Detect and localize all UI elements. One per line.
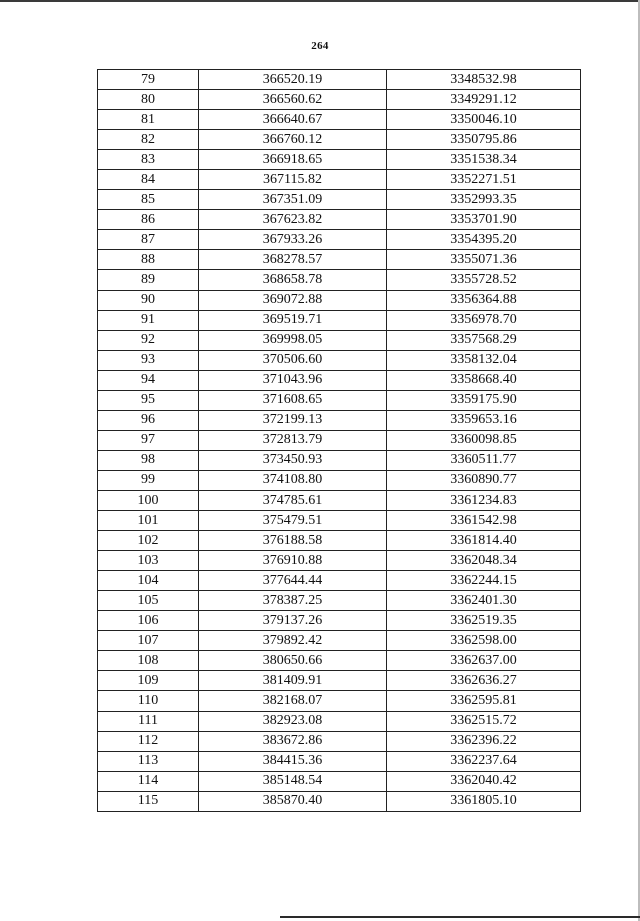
point-number-cell: 112 — [98, 731, 199, 751]
point-number-cell: 87 — [98, 230, 199, 250]
table-row — [98, 290, 581, 310]
table-row — [98, 170, 581, 190]
y-coordinate-cell: 3362401.30 — [387, 591, 581, 611]
y-coordinate-cell: 3362237.64 — [387, 751, 581, 771]
point-number-cell: 115 — [98, 791, 199, 811]
x-coordinate-cell: 379137.26 — [199, 611, 387, 631]
y-coordinate-cell: 3354395.20 — [387, 230, 581, 250]
y-coordinate-cell: 3350046.10 — [387, 110, 581, 130]
x-coordinate-cell: 368658.78 — [199, 270, 387, 290]
y-coordinate-cell: 3362519.35 — [387, 611, 581, 631]
y-coordinate-cell: 3362598.00 — [387, 631, 581, 651]
x-coordinate-cell: 367933.26 — [199, 230, 387, 250]
y-coordinate-cell: 3356978.70 — [387, 310, 581, 330]
point-number-cell: 95 — [98, 390, 199, 410]
point-number-cell: 108 — [98, 651, 199, 671]
point-number-cell: 107 — [98, 631, 199, 651]
x-coordinate-cell: 369998.05 — [199, 330, 387, 350]
y-coordinate-cell: 3362040.42 — [387, 771, 581, 791]
table-row — [98, 591, 581, 611]
y-coordinate-cell: 3361542.98 — [387, 511, 581, 531]
page-number: 264 — [311, 40, 329, 52]
table-row — [98, 130, 581, 150]
x-coordinate-cell: 380650.66 — [199, 651, 387, 671]
table-row — [98, 531, 581, 551]
y-coordinate-cell: 3355728.52 — [387, 270, 581, 290]
x-coordinate-cell: 369519.71 — [199, 310, 387, 330]
y-coordinate-cell: 3362637.00 — [387, 651, 581, 671]
table-row — [98, 571, 581, 591]
x-coordinate-cell: 367351.09 — [199, 190, 387, 210]
point-number-cell: 88 — [98, 250, 199, 270]
x-coordinate-cell: 366760.12 — [199, 130, 387, 150]
y-coordinate-cell: 3353701.90 — [387, 210, 581, 230]
table-row — [98, 731, 581, 751]
point-number-cell: 93 — [98, 350, 199, 370]
x-coordinate-cell: 376910.88 — [199, 551, 387, 571]
table-row — [98, 190, 581, 210]
y-coordinate-cell: 3352993.35 — [387, 190, 581, 210]
point-number-cell: 92 — [98, 330, 199, 350]
y-coordinate-cell: 3360098.85 — [387, 430, 581, 450]
x-coordinate-cell: 372813.79 — [199, 430, 387, 450]
y-coordinate-cell: 3362396.22 — [387, 731, 581, 751]
point-number-cell: 84 — [98, 170, 199, 190]
table-row — [98, 470, 581, 490]
x-coordinate-cell: 379892.42 — [199, 631, 387, 651]
table-row — [98, 270, 581, 290]
point-number-cell: 82 — [98, 130, 199, 150]
scan-edge-top — [0, 0, 640, 2]
x-coordinate-cell: 369072.88 — [199, 290, 387, 310]
x-coordinate-cell: 367115.82 — [199, 170, 387, 190]
x-coordinate-cell: 374108.80 — [199, 470, 387, 490]
x-coordinate-cell: 367623.82 — [199, 210, 387, 230]
table-row — [98, 230, 581, 250]
point-number-cell: 110 — [98, 691, 199, 711]
x-coordinate-cell: 374785.61 — [199, 490, 387, 510]
point-number-cell: 94 — [98, 370, 199, 390]
table-row — [98, 450, 581, 470]
point-number-cell: 98 — [98, 450, 199, 470]
point-number-cell: 81 — [98, 110, 199, 130]
table-row — [98, 611, 581, 631]
table-row — [98, 410, 581, 430]
x-coordinate-cell: 375479.51 — [199, 511, 387, 531]
y-coordinate-cell: 3361814.40 — [387, 531, 581, 551]
table-row — [98, 691, 581, 711]
table-row — [98, 350, 581, 370]
point-number-cell: 100 — [98, 490, 199, 510]
table-row — [98, 70, 581, 90]
point-number-cell: 83 — [98, 150, 199, 170]
point-number-cell: 106 — [98, 611, 199, 631]
y-coordinate-cell: 3356364.88 — [387, 290, 581, 310]
x-coordinate-cell: 382923.08 — [199, 711, 387, 731]
x-coordinate-cell: 385148.54 — [199, 771, 387, 791]
table-row — [98, 711, 581, 731]
point-number-cell: 86 — [98, 210, 199, 230]
y-coordinate-cell: 3350795.86 — [387, 130, 581, 150]
y-coordinate-cell: 3362048.34 — [387, 551, 581, 571]
table-row — [98, 390, 581, 410]
table-row — [98, 330, 581, 350]
y-coordinate-cell: 3361234.83 — [387, 490, 581, 510]
point-number-cell: 104 — [98, 571, 199, 591]
point-number-cell: 109 — [98, 671, 199, 691]
table-row — [98, 250, 581, 270]
table-row — [98, 511, 581, 531]
table-row — [98, 771, 581, 791]
point-number-cell: 99 — [98, 470, 199, 490]
point-number-cell: 80 — [98, 90, 199, 110]
point-number-cell: 85 — [98, 190, 199, 210]
y-coordinate-cell: 3357568.29 — [387, 330, 581, 350]
y-coordinate-cell: 3361805.10 — [387, 791, 581, 811]
point-number-cell: 90 — [98, 290, 199, 310]
y-coordinate-cell: 3358132.04 — [387, 350, 581, 370]
point-number-cell: 111 — [98, 711, 199, 731]
table-row — [98, 551, 581, 571]
point-number-cell: 102 — [98, 531, 199, 551]
y-coordinate-cell: 3362244.15 — [387, 571, 581, 591]
x-coordinate-cell: 376188.58 — [199, 531, 387, 551]
x-coordinate-cell: 371608.65 — [199, 390, 387, 410]
point-number-cell: 105 — [98, 591, 199, 611]
y-coordinate-cell: 3362595.81 — [387, 691, 581, 711]
coordinate-table — [97, 69, 581, 812]
x-coordinate-cell: 372199.13 — [199, 410, 387, 430]
table-row — [98, 150, 581, 170]
scan-edge-bottom — [280, 916, 640, 918]
table-row — [98, 430, 581, 450]
y-coordinate-cell: 3359175.90 — [387, 390, 581, 410]
point-number-cell: 103 — [98, 551, 199, 571]
point-number-cell: 96 — [98, 410, 199, 430]
x-coordinate-cell: 371043.96 — [199, 370, 387, 390]
y-coordinate-cell: 3362515.72 — [387, 711, 581, 731]
point-number-cell: 89 — [98, 270, 199, 290]
table-row — [98, 751, 581, 771]
y-coordinate-cell: 3349291.12 — [387, 90, 581, 110]
x-coordinate-cell: 366640.67 — [199, 110, 387, 130]
x-coordinate-cell: 377644.44 — [199, 571, 387, 591]
x-coordinate-cell: 368278.57 — [199, 250, 387, 270]
x-coordinate-cell: 382168.07 — [199, 691, 387, 711]
table-row — [98, 90, 581, 110]
x-coordinate-cell: 370506.60 — [199, 350, 387, 370]
table-row — [98, 210, 581, 230]
x-coordinate-cell: 383672.86 — [199, 731, 387, 751]
table-row — [98, 110, 581, 130]
y-coordinate-cell: 3360511.77 — [387, 450, 581, 470]
point-number-cell: 114 — [98, 771, 199, 791]
x-coordinate-cell: 381409.91 — [199, 671, 387, 691]
table-row — [98, 370, 581, 390]
y-coordinate-cell: 3348532.98 — [387, 70, 581, 90]
table-row — [98, 791, 581, 811]
y-coordinate-cell: 3358668.40 — [387, 370, 581, 390]
point-number-cell: 113 — [98, 751, 199, 771]
table-row — [98, 490, 581, 510]
y-coordinate-cell: 3351538.34 — [387, 150, 581, 170]
y-coordinate-cell: 3360890.77 — [387, 470, 581, 490]
table-row — [98, 651, 581, 671]
y-coordinate-cell: 3352271.51 — [387, 170, 581, 190]
y-coordinate-cell: 3362636.27 — [387, 671, 581, 691]
y-coordinate-cell: 3359653.16 — [387, 410, 581, 430]
point-number-cell: 97 — [98, 430, 199, 450]
x-coordinate-cell: 366520.19 — [199, 70, 387, 90]
point-number-cell: 79 — [98, 70, 199, 90]
x-coordinate-cell: 384415.36 — [199, 751, 387, 771]
table-row — [98, 631, 581, 651]
x-coordinate-cell: 385870.40 — [199, 791, 387, 811]
point-number-cell: 91 — [98, 310, 199, 330]
table-row — [98, 310, 581, 330]
x-coordinate-cell: 373450.93 — [199, 450, 387, 470]
x-coordinate-cell: 378387.25 — [199, 591, 387, 611]
x-coordinate-cell: 366560.62 — [199, 90, 387, 110]
y-coordinate-cell: 3355071.36 — [387, 250, 581, 270]
point-number-cell: 101 — [98, 511, 199, 531]
x-coordinate-cell: 366918.65 — [199, 150, 387, 170]
table-body — [98, 70, 581, 812]
table-row — [98, 671, 581, 691]
